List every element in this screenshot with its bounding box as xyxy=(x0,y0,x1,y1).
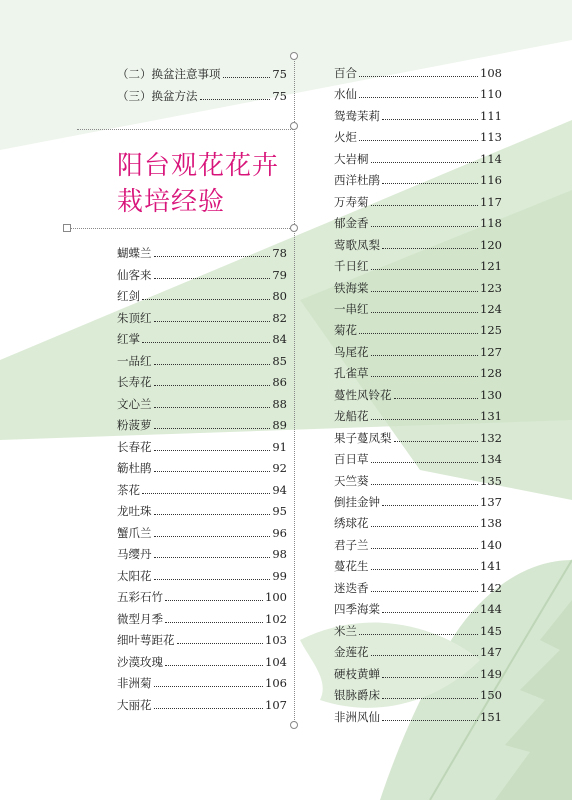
toc-entry-label: 非洲菊 xyxy=(117,676,152,690)
toc-entry-label: 蟹爪兰 xyxy=(117,525,152,540)
toc-dot-leader xyxy=(154,557,271,558)
toc-dot-leader xyxy=(223,77,271,78)
toc-entry[interactable] xyxy=(334,87,502,101)
toc-dot-leader xyxy=(382,677,478,678)
toc-entry-page-number: 110 xyxy=(480,87,502,102)
toc-entry-page-number: 147 xyxy=(480,645,502,660)
toc-entry-page-number: 99 xyxy=(272,568,287,583)
toc-entry-page-number: 75 xyxy=(272,67,287,81)
toc-dot-leader xyxy=(165,600,263,601)
toc-entry-page-number: 117 xyxy=(480,194,502,209)
toc-entry[interactable] xyxy=(334,602,502,616)
section-title-line2: 栽培经验 xyxy=(117,187,226,217)
toc-entry-page-number: 124 xyxy=(480,301,502,316)
toc-entry[interactable] xyxy=(334,538,502,552)
toc-entry[interactable] xyxy=(334,409,502,423)
toc-entry-label: 簕杜鹃 xyxy=(117,461,152,475)
toc-entry-label: 红剑 xyxy=(117,289,140,303)
toc-entry[interactable] xyxy=(334,645,502,659)
toc-dot-leader xyxy=(371,569,479,570)
toc-dot-leader xyxy=(154,256,271,257)
toc-dot-leader xyxy=(142,493,270,494)
toc-entry[interactable] xyxy=(117,698,287,712)
toc-dot-leader xyxy=(154,514,271,515)
toc-dot-leader xyxy=(371,205,479,206)
toc-entry[interactable] xyxy=(334,431,502,445)
toc-entry[interactable] xyxy=(334,559,502,573)
toc-entry-label: 百日草 xyxy=(334,452,369,467)
divider-horizontal-top xyxy=(77,129,295,130)
toc-entry-page-number: 141 xyxy=(480,559,502,574)
toc-entry[interactable] xyxy=(334,216,502,230)
toc-entry[interactable] xyxy=(117,354,287,368)
toc-entry[interactable] xyxy=(334,345,502,359)
toc-entry-page-number: 123 xyxy=(480,280,502,295)
toc-entry[interactable] xyxy=(334,152,502,166)
toc-entry[interactable] xyxy=(117,612,287,626)
toc-entry-label: 五彩石竹 xyxy=(117,590,163,604)
toc-entry-label: 太阳花 xyxy=(117,568,152,583)
toc-dot-leader xyxy=(200,99,271,100)
toc-dot-leader xyxy=(154,450,271,451)
toc-entry-page-number: 107 xyxy=(265,697,287,712)
toc-entry-label: 米兰 xyxy=(334,623,357,638)
toc-entry-page-number: 151 xyxy=(480,709,502,724)
toc-dot-leader xyxy=(371,162,479,163)
toc-entry[interactable] xyxy=(117,440,287,454)
toc-entry-label: 天竺葵 xyxy=(334,473,369,488)
toc-entry-page-number: 103 xyxy=(265,633,287,647)
toc-dot-leader xyxy=(371,462,479,463)
toc-entry[interactable] xyxy=(117,67,287,81)
toc-entry-page-number: 121 xyxy=(480,259,502,274)
toc-dot-leader xyxy=(371,548,479,549)
toc-entry-label: 郁金香 xyxy=(334,216,369,231)
toc-entry[interactable] xyxy=(334,710,502,724)
toc-entry[interactable] xyxy=(117,526,287,540)
toc-dot-leader xyxy=(382,183,478,184)
toc-entry-label: 沙漠玫瑰 xyxy=(117,654,163,669)
toc-entry-label: 仙客来 xyxy=(117,267,152,282)
toc-entry[interactable] xyxy=(334,474,502,488)
toc-dot-leader xyxy=(154,579,271,580)
toc-entry-label: 硬枝黄蝉 xyxy=(334,666,380,681)
toc-entry-label: 绣球花 xyxy=(334,516,369,531)
toc-dot-leader xyxy=(142,342,270,343)
divider-junction-circle xyxy=(290,122,298,130)
section-title-line1: 阳台观花花卉 xyxy=(117,151,280,181)
toc-entry-label: 长寿花 xyxy=(117,375,152,389)
toc-dot-leader xyxy=(359,634,478,635)
toc-dot-leader xyxy=(165,665,263,666)
toc-entry-label: 龙吐珠 xyxy=(117,504,152,518)
toc-dot-leader xyxy=(371,419,479,420)
toc-dot-leader xyxy=(177,643,264,644)
toc-entry-label: 微型月季 xyxy=(117,611,163,626)
toc-entry-label: 文心兰 xyxy=(117,396,152,411)
toc-entry[interactable] xyxy=(117,655,287,669)
toc-entry-page-number: 116 xyxy=(480,173,502,188)
toc-entry-page-number: 96 xyxy=(272,525,287,540)
toc-entry-page-number: 149 xyxy=(480,666,502,681)
toc-entry-page-number: 138 xyxy=(480,516,502,531)
toc-dot-leader xyxy=(371,355,479,356)
toc-entry[interactable] xyxy=(334,66,502,80)
toc-entry-page-number: 137 xyxy=(480,495,502,509)
toc-dot-leader xyxy=(371,312,479,313)
toc-entry[interactable] xyxy=(117,89,287,103)
toc-entry-page-number: 145 xyxy=(480,623,502,638)
toc-dot-leader xyxy=(382,505,478,506)
toc-entry-label: 四季海棠 xyxy=(334,602,380,617)
toc-entry-label: 细叶萼距花 xyxy=(117,633,175,647)
toc-entry-page-number: 120 xyxy=(480,237,502,252)
toc-entry-page-number: 94 xyxy=(272,482,287,497)
toc-entry-label: 龙船花 xyxy=(334,409,369,424)
toc-entry-label: 大丽花 xyxy=(117,697,152,712)
toc-entry[interactable] xyxy=(334,624,502,638)
toc-entry-label: 茶花 xyxy=(117,482,140,497)
toc-dot-leader xyxy=(154,708,264,709)
toc-entry-page-number: 108 xyxy=(480,66,502,80)
divider-end-square xyxy=(63,224,71,232)
toc-dot-leader xyxy=(371,591,479,592)
toc-dot-leader xyxy=(371,269,479,270)
toc-entry-page-number: 78 xyxy=(272,246,287,260)
toc-entry[interactable] xyxy=(117,633,287,647)
toc-entry-page-number: 113 xyxy=(480,130,502,145)
toc-entry[interactable] xyxy=(117,461,287,475)
toc-entry-label: 迷迭香 xyxy=(334,580,369,595)
toc-entry-label: 鸳鸯茉莉 xyxy=(334,108,380,123)
toc-entry[interactable] xyxy=(117,483,287,497)
toc-dot-leader xyxy=(371,291,479,292)
toc-entry-label: 百合 xyxy=(334,66,357,80)
toc-dot-leader xyxy=(154,278,271,279)
toc-dot-leader xyxy=(154,407,271,408)
toc-entry-label: 火炬 xyxy=(334,130,357,145)
toc-entry-label: 马缨丹 xyxy=(117,547,152,561)
toc-dot-leader xyxy=(359,76,478,77)
toc-entry-page-number: 130 xyxy=(480,387,502,402)
toc-entry-page-number: 82 xyxy=(272,310,287,325)
toc-dot-leader xyxy=(382,119,478,120)
toc-entry-label: 红掌 xyxy=(117,332,140,346)
toc-entry-label: 铁海棠 xyxy=(334,280,369,295)
toc-entry-label: 万寿菊 xyxy=(334,194,369,209)
toc-entry-page-number: 140 xyxy=(480,537,502,552)
toc-dot-leader xyxy=(142,299,270,300)
toc-entry[interactable] xyxy=(117,590,287,604)
toc-entry-label: 果子蔓凤梨 xyxy=(334,430,392,445)
toc-entry-page-number: 80 xyxy=(272,289,287,303)
toc-entry-page-number: 85 xyxy=(272,353,287,368)
toc-dot-leader xyxy=(359,140,478,141)
toc-entry-page-number: 150 xyxy=(480,688,502,703)
toc-entry-page-number: 118 xyxy=(480,216,502,231)
toc-entry-page-number: 127 xyxy=(480,344,502,359)
toc-entry-page-number: 86 xyxy=(272,375,287,389)
toc-entry-page-number: 106 xyxy=(265,676,287,690)
toc-entry[interactable] xyxy=(334,195,502,209)
toc-entry-page-number: 102 xyxy=(265,611,287,626)
toc-entry-page-number: 134 xyxy=(480,452,502,467)
toc-entry[interactable] xyxy=(117,569,287,583)
toc-dot-leader xyxy=(382,720,478,721)
toc-entry-page-number: 114 xyxy=(480,151,502,166)
toc-entry-page-number: 104 xyxy=(265,654,287,669)
toc-entry-label: 菊花 xyxy=(334,323,357,338)
toc-entry[interactable] xyxy=(334,302,502,316)
toc-entry[interactable] xyxy=(334,388,502,402)
toc-entry-label: 大岩桐 xyxy=(334,151,369,166)
divider-vertical xyxy=(294,56,295,724)
toc-entry-page-number: 79 xyxy=(272,267,287,282)
toc-entry[interactable] xyxy=(334,688,502,702)
toc-entry-label: 莺歌凤梨 xyxy=(334,237,380,252)
toc-entry-label: 长春花 xyxy=(117,439,152,454)
toc-dot-leader xyxy=(154,385,271,386)
toc-entry-page-number: 92 xyxy=(272,461,287,475)
toc-dot-leader xyxy=(371,526,479,527)
toc-entry-label: 鸟尾花 xyxy=(334,344,369,359)
toc-entry-label: 蔓性风铃花 xyxy=(334,387,392,402)
toc-entry-label: 一串红 xyxy=(334,301,369,316)
toc-dot-leader xyxy=(154,364,271,365)
toc-dot-leader xyxy=(371,376,479,377)
toc-entry-page-number: 125 xyxy=(480,323,502,338)
toc-entry[interactable] xyxy=(334,366,502,380)
toc-dot-leader xyxy=(154,536,271,537)
toc-entry-label: （三）换盆方法 xyxy=(117,89,198,103)
toc-entry-label: 君子兰 xyxy=(334,537,369,552)
toc-dot-leader xyxy=(371,484,479,485)
divider-junction-circle xyxy=(290,224,298,232)
toc-dot-leader xyxy=(154,686,264,687)
toc-dot-leader xyxy=(371,655,479,656)
toc-entry-page-number: 111 xyxy=(480,108,502,123)
divider-horizontal-bottom xyxy=(68,228,294,229)
toc-entry-page-number: 142 xyxy=(480,580,502,595)
toc-entry[interactable] xyxy=(117,547,287,561)
toc-dot-leader xyxy=(154,471,271,472)
toc-entry-page-number: 128 xyxy=(480,366,502,381)
toc-entry-label: 朱顶红 xyxy=(117,310,152,325)
toc-entry[interactable] xyxy=(117,418,287,432)
toc-entry[interactable] xyxy=(334,281,502,295)
toc-entry[interactable] xyxy=(334,667,502,681)
divider-end-circle xyxy=(290,52,298,60)
toc-entry[interactable] xyxy=(117,289,287,303)
toc-entry-page-number: 135 xyxy=(480,473,502,488)
toc-entry-label: 蔓花生 xyxy=(334,559,369,574)
toc-entry[interactable] xyxy=(117,332,287,346)
toc-entry-label: 粉菠萝 xyxy=(117,418,152,432)
toc-entry[interactable] xyxy=(334,516,502,530)
toc-entry-label: 千日红 xyxy=(334,259,369,274)
toc-entry-label: 一品红 xyxy=(117,353,152,368)
toc-entry-label: 水仙 xyxy=(334,87,357,102)
toc-entry-page-number: 88 xyxy=(272,396,287,411)
toc-entry[interactable] xyxy=(334,495,502,509)
toc-entry-label: （二）换盆注意事项 xyxy=(117,67,221,81)
toc-entry[interactable] xyxy=(117,504,287,518)
toc-dot-leader xyxy=(394,441,479,442)
toc-entry-label: 银脉爵床 xyxy=(334,688,380,703)
toc-entry[interactable] xyxy=(117,397,287,411)
toc-entry[interactable] xyxy=(334,238,502,252)
toc-entry[interactable] xyxy=(117,246,287,260)
toc-entry[interactable] xyxy=(334,323,502,337)
toc-entry-page-number: 89 xyxy=(272,418,287,432)
toc-dot-leader xyxy=(371,226,479,227)
toc-dot-leader xyxy=(359,333,478,334)
toc-dot-leader xyxy=(382,612,478,613)
toc-entry-page-number: 95 xyxy=(272,504,287,518)
toc-entry-page-number: 132 xyxy=(480,430,502,445)
toc-entry[interactable] xyxy=(334,581,502,595)
toc-entry[interactable] xyxy=(334,173,502,187)
toc-dot-leader xyxy=(165,622,263,623)
toc-entry[interactable] xyxy=(334,452,502,466)
toc-dot-leader xyxy=(382,248,478,249)
divider-end-circle xyxy=(290,721,298,729)
toc-dot-leader xyxy=(154,321,271,322)
section-title xyxy=(117,148,279,220)
toc-entry-label: 金莲花 xyxy=(334,645,369,660)
toc-dot-leader xyxy=(394,398,479,399)
toc-entry[interactable] xyxy=(117,268,287,282)
toc-entry-page-number: 100 xyxy=(265,590,287,604)
toc-entry-page-number: 98 xyxy=(272,547,287,561)
toc-entry-page-number: 84 xyxy=(272,332,287,346)
toc-dot-leader xyxy=(382,698,478,699)
toc-entry[interactable] xyxy=(334,130,502,144)
toc-entry-page-number: 144 xyxy=(480,602,502,617)
toc-entry-label: 西洋杜鹃 xyxy=(334,173,380,188)
toc-dot-leader xyxy=(154,428,271,429)
toc-entry[interactable] xyxy=(117,676,287,690)
toc-entry-label: 孔雀草 xyxy=(334,366,369,381)
toc-entry[interactable] xyxy=(117,375,287,389)
toc-entry[interactable] xyxy=(334,109,502,123)
toc-entry-label: 非洲风仙 xyxy=(334,709,380,724)
toc-entry-page-number: 131 xyxy=(480,409,502,424)
toc-entry[interactable] xyxy=(334,259,502,273)
toc-entry-page-number: 91 xyxy=(272,439,287,454)
toc-entry[interactable] xyxy=(117,311,287,325)
toc-entry-label: 倒挂金钟 xyxy=(334,495,380,509)
toc-entry-page-number: 75 xyxy=(272,89,287,103)
toc-entry-label: 蝴蝶兰 xyxy=(117,246,152,260)
toc-dot-leader xyxy=(359,97,478,98)
